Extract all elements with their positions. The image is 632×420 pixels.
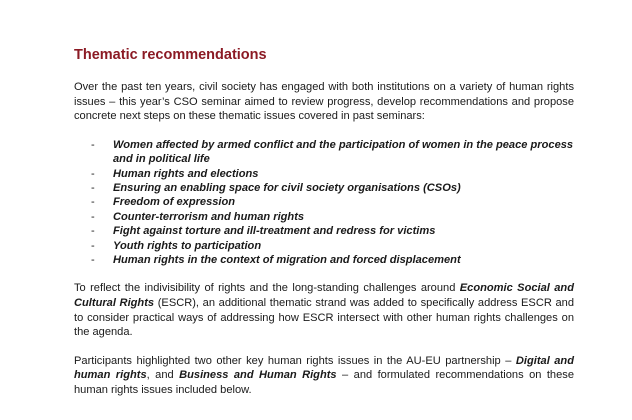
bullet-dash: - [91,254,95,267]
bullet-dash: - [91,182,95,194]
list-item-text: Ensuring an enabling space for civil society organisations (CSOs) [113,182,461,194]
list-item-text: Freedom of expression [113,196,236,209]
list-item [74,181,574,195]
list-item-text: Fight against torture and ill-treatment and redress for victims [113,225,436,238]
section-heading: Thematic recommendations [74,47,267,63]
escr-text-part1: To reflect the indivisibility of rights and the long-standing challenges around [74,282,460,295]
final-text-part2: , and [146,369,180,382]
list-item-text: Human rights in the context of migration and forced displacement [113,254,461,267]
final-text-part1: Participants highlighted two other key human rights issues in the AU-EU partnership – [74,354,516,367]
intro-paragraph: Over the past ten years, civil society has engaged with both institutions on a variety of human rights issues – this year’s CSO seminar aimed to review progress, develop recommendations and propose concrete next steps on these thematic issues covered in past seminars: [74,81,574,123]
list-item [74,239,574,253]
list-item [74,224,574,238]
bullet-dash: - [91,138,95,151]
final-paragraph [74,354,574,398]
list-item-text: Youth rights to participation [113,239,262,252]
escr-text-part2: (ESCR), an additional thematic strand was added to specifically address ESCR and to consider practical ways of addressing how ESCR intersect with other human rights challenges on the agenda. [74,297,574,339]
list-item [74,210,574,224]
bullet-dash: - [91,167,95,180]
list-item-text: Women affected by armed conflict and the participation of women in the peace process and in political life [113,138,574,166]
bullet-dash: - [91,239,95,252]
escr-paragraph [74,281,574,339]
bullet-dash: - [91,210,95,223]
list-item [74,138,574,167]
digital-rights-emphasis: Digital and human rights [74,354,574,382]
thematic-issues-list [74,138,574,268]
final-text-part3: – and formulated recommendations on these human rights issues included below. [74,369,574,396]
list-item [74,195,574,209]
list-item-text: Human rights and elections [113,167,259,180]
bullet-dash: - [91,196,95,209]
business-rights-emphasis: Business and Human Rights [179,369,337,382]
bullet-dash: - [91,225,95,238]
list-item [74,253,574,267]
list-item-text: Counter-terrorism and human rights [113,210,305,223]
escr-emphasis: Economic Social and Cultural Rights [74,282,574,310]
document-page [74,46,574,412]
list-item [74,167,574,181]
